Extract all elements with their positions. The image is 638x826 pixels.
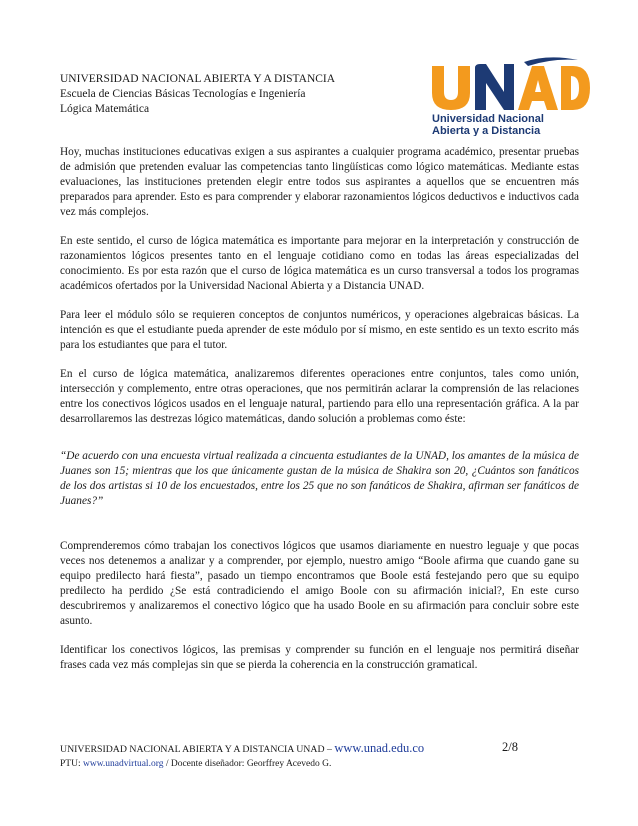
paragraph-3: Para leer el módulo sólo se requieren conceptos de conjuntos numéricos, y operaciones algebraicas básicas. La intención es que el estudiante pueda aprender de este módulo por sí mismo, en este sentido es un texto escrito más para los estudiantes que para el tutor. [60, 309, 579, 351]
paragraph-4: En el curso de lógica matemática, analizaremos diferentes operaciones entre conjuntos, tales como unión, intersección y complemento, entre otras operaciones, que nos permitirán aclarar la comprensión de las relaciones entre los conectivos lógicos usados en el lenguaje natural, partiendo para ello una representación gráfica. A la par desarrollaremos las destrezas lógico matemáticas, dando solución a problemas como éste: [60, 368, 579, 425]
paragraph-6: Identificar los conectivos lógicos, las premisas y comprender su función en el lenguaje nos permitirá diseñar frases cada vez más complejas sin que se pierda la coherencia en la construcción gramatical. [60, 644, 579, 671]
paragraph-5: Comprenderemos cómo trabajan los conectivos lógicos que usamos diariamente en nuestro leguaje y que pocas veces nos detenemos a analizar y a comprender, por ejemplo, nuestro amigo “Boole afirma que cuando gane su equipo predilecto hará fiesta”, pasado un tiempo encontramos que Boole está festejando pero que su equipo predilecto ha perdido ¿Se está contradiciendo el amigo Boole con su afirmación inicial?, En este curso descubriremos y analizaremos el conectivo lógico que ha usado Boole en su afirmación para concluir sobre este asunto. [60, 540, 579, 627]
page-number: 2/8 [502, 740, 518, 754]
footer-institution: UNIVERSIDAD NACIONAL ABIERTA Y A DISTANCIA UNAD – [60, 744, 335, 755]
paragraph-2: En este sentido, el curso de lógica matemática es importante para mejorar en la interpretación y construcción de razonamientos lógicos presentes tanto en el lenguaje cotidiano como en todas las áreas especializadas del conocimiento. Es por esta razón que el curso de lógica matemática es un curso transversal a todos los programas académicos ofertados por la Universidad Nacional Abierta y a Distancia UNAD. [60, 235, 579, 292]
footer-website-link[interactable]: www.unad.edu.co [334, 741, 425, 755]
document-header [60, 72, 390, 117]
logo-letter-d [561, 66, 590, 110]
logo-line1: Universidad Nacional [432, 113, 544, 125]
header-course: Lógica Matemática [60, 103, 150, 115]
unad-logo [428, 56, 590, 136]
document-footer [60, 741, 580, 772]
footer-ptu-link[interactable]: www.unadvirtual.org [82, 759, 164, 769]
logo-swoosh [524, 57, 578, 66]
logo-line2: Abierta y a Distancia [432, 125, 541, 136]
paragraph-1: Hoy, muchas instituciones educativas exigen a sus aspirantes a cualquier programa académico, presentar pruebas de admisión que pretenden evaluar las competencias tanto lingüísticas como lógico matemáticas. Mediante estas evaluaciones, las instituciones pretenden elegir entre todos sus aspirantes a aquellos que se encuentren más preparados para aprender. Esto es para comprender y elaborar razonamientos lógicos deductivos e inductivos cada vez más complejos. [60, 146, 579, 218]
footer-ptu-label: PTU: [60, 759, 83, 769]
header-university: UNIVERSIDAD NACIONAL ABIERTA Y A DISTANCIA [60, 73, 336, 85]
logo-letter-a [518, 66, 558, 110]
logo-letter-n [475, 64, 514, 110]
header-school: Escuela de Ciencias Básicas Tecnologías e Ingeniería [60, 88, 306, 100]
footer-designer: / Docente diseñador: Georffrey Acevedo G. [163, 759, 332, 769]
document-body [60, 145, 579, 687]
logo-letter-u [432, 66, 470, 110]
problem-quote: “De acuerdo con una encuesta virtual realizada a cincuenta estudiantes de la UNAD, los amantes de la música de Juanes son 15; mientras que los que únicamente gustan de la música de Shakira son 20, ¿Cuántos son fanáticos de los dos artistas si 10 de los encuestados, entre los 25 que no son fanáticos de Shakira, afirman ser fanáticos de Juanes?” [60, 450, 579, 507]
